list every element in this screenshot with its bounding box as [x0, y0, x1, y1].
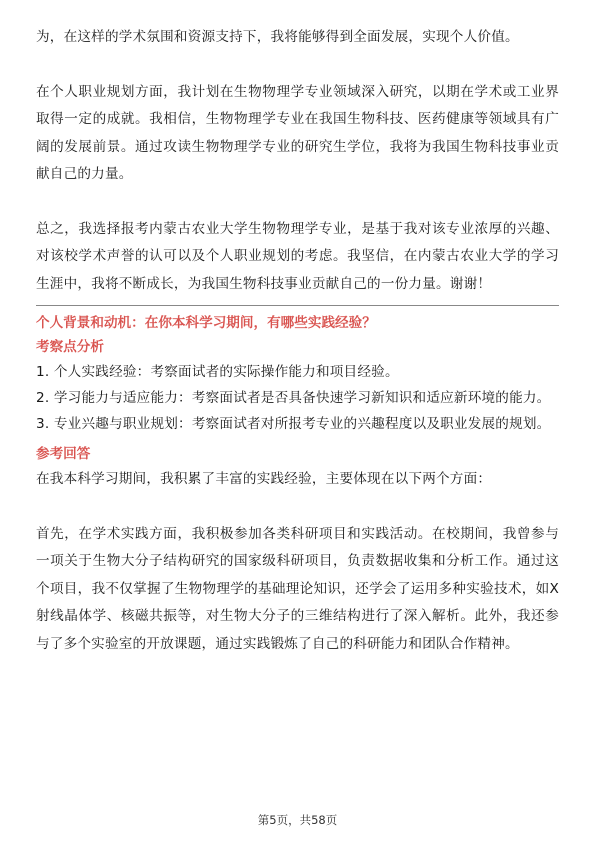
answer-intro: 在我本科学习期间，我积累了丰富的实践经验，主要体现在以下两个方面： [36, 471, 492, 487]
analysis-item: 3. 专业兴趣与职业规划：考察面试者对所报考专业的兴趣程度以及职业发展的规划。 [36, 416, 551, 432]
analysis-heading: 考察点分析 [36, 339, 104, 355]
paragraph-continuation: 为，在这样的学术氛围和资源支持下，我将能够得到全面发展，实现个人价值。 [36, 29, 519, 45]
document-body [36, 24, 559, 658]
question-title: 个人背景和动机：在你本科学习期间，有哪些实践经验？ [36, 315, 376, 331]
answer-heading: 参考回答 [36, 446, 91, 462]
section-divider [36, 305, 559, 306]
paragraph-career-plan: 在个人职业规划方面，我计划在生物物理学专业领域深入研究，以期在学术或工业界取得一定的成就。我相信，生物物理学专业在我国生物科技、医药健康等领域具有广阔的发展前景。通过攻读生物物理学专业的研究生学位，我将为我国生物科技事业贡献自己的力量。 [36, 83, 559, 182]
analysis-item: 1. 个人实践经验：考察面试者的实际操作能力和项目经验。 [36, 364, 399, 380]
paragraph-conclusion: 总之，我选择报考内蒙古农业大学生物物理学专业，是基于我对该专业浓厚的兴趣、对该校学术声誉的认可以及个人职业规划的考虑。我坚信，在内蒙古农业大学的学习生涯中，我将不断成长，为我国生物科技事业贡献自己的一份力量。谢谢！ [36, 220, 559, 292]
analysis-item: 2. 学习能力与适应能力：考察面试者是否具备快速学习新知识和适应新环境的能力。 [36, 390, 551, 406]
page-number: 第5页，共58页 [257, 813, 338, 827]
answer-paragraph: 首先，在学术实践方面，我积极参加各类科研项目和实践活动。在校期间，我曾参与一项关于生物大分子结构研究的国家级科研项目，负责数据收集和分析工作。通过这个项目，我不仅掌握了生物物理学的基础理论知识，还学会了运用多种实验技术，如X射线晶体学、核磁共振等，对生物大分子的三维结构进行了深入解析。此外，我还参与了多个实验室的开放课题，通过实践锻炼了自己的科研能力和团队合作精神。 [36, 525, 559, 652]
